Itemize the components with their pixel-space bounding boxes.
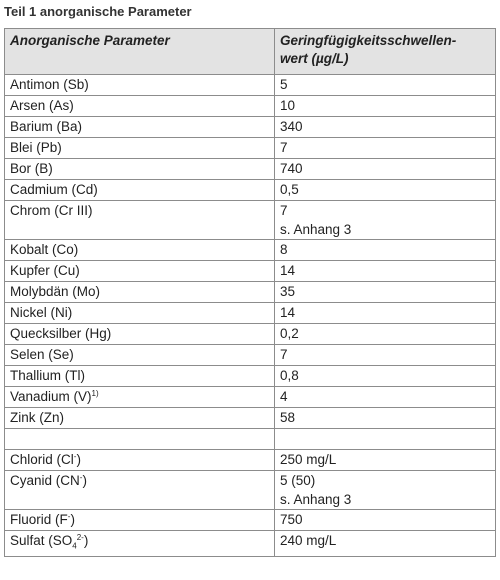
table-row — [5, 429, 496, 450]
threshold-value: 58 — [280, 410, 296, 425]
threshold-value: 0,8 — [280, 368, 299, 383]
parameter-cell — [5, 117, 275, 138]
threshold-cell — [275, 450, 496, 471]
table-caption: Teil 1 anorganische Parameter — [4, 4, 192, 19]
table-row — [5, 138, 496, 159]
table-row — [5, 366, 496, 387]
parameter-cell — [5, 366, 275, 387]
parameter-superscript: - — [73, 452, 77, 461]
table-row — [5, 159, 496, 180]
parameter-cell — [5, 387, 275, 408]
table-row — [5, 180, 496, 201]
threshold-value: 0,2 — [280, 326, 299, 341]
table-row — [5, 75, 496, 96]
parameter-name: Antimon (Sb) — [10, 77, 89, 92]
parameter-name-tail: ) — [70, 512, 75, 527]
parameter-name: Arsen (As) — [10, 98, 74, 113]
threshold-cell — [275, 96, 496, 117]
threshold-value: 250 mg/L — [280, 452, 337, 467]
parameter-name: Cadmium (Cd) — [10, 182, 98, 197]
threshold-cell — [275, 324, 496, 345]
parameter-cell — [5, 201, 275, 240]
threshold-cell — [275, 159, 496, 180]
parameter-name: Molybdän (Mo) — [10, 284, 101, 299]
parameter-name-tail: ) — [82, 473, 87, 488]
table-row — [5, 510, 496, 531]
threshold-value: 240 mg/L — [280, 533, 337, 548]
threshold-value: 340 — [280, 119, 303, 134]
parameter-name: Fluorid (F — [10, 512, 68, 527]
parameter-name: Zink (Zn) — [10, 410, 64, 425]
parameter-name: Thallium (Tl) — [10, 368, 86, 383]
table-row — [5, 324, 496, 345]
threshold-cell — [275, 117, 496, 138]
threshold-cell — [275, 366, 496, 387]
table-row — [5, 261, 496, 282]
parameter-superscript: 1) — [91, 389, 99, 398]
parameter-name: Blei (Pb) — [10, 140, 62, 155]
header-parameter: Anorganische Parameter — [5, 29, 275, 75]
threshold-value: 750 — [280, 512, 303, 527]
parameter-cell — [5, 450, 275, 471]
parameter-cell — [5, 429, 275, 450]
parameter-table — [4, 28, 496, 557]
header-threshold — [275, 29, 496, 75]
parameter-name: Kupfer (Cu) — [10, 263, 80, 278]
threshold-cell — [275, 201, 496, 240]
header-threshold-line1: Geringfügigkeitsschwellen- — [280, 33, 457, 48]
parameter-cell — [5, 96, 275, 117]
threshold-value: 7 — [280, 203, 288, 218]
threshold-cell — [275, 138, 496, 159]
threshold-value: 4 — [280, 389, 288, 404]
threshold-value: 740 — [280, 161, 303, 176]
threshold-cell — [275, 345, 496, 366]
threshold-cell — [275, 180, 496, 201]
parameter-cell — [5, 471, 275, 510]
header-threshold-line2: wert (µg/L) — [280, 51, 349, 66]
threshold-cell — [275, 303, 496, 324]
parameter-name: Chrom (Cr III) — [10, 203, 93, 218]
threshold-value: 7 — [280, 140, 288, 155]
table-row — [5, 303, 496, 324]
threshold-cell — [275, 471, 496, 510]
table-row — [5, 201, 496, 240]
threshold-value: 5 — [280, 77, 288, 92]
parameter-superscript: 2- — [76, 533, 84, 542]
parameter-cell — [5, 75, 275, 96]
threshold-value: 5 (50) — [280, 473, 316, 488]
threshold-cell — [275, 261, 496, 282]
threshold-cell — [275, 510, 496, 531]
parameter-name: Selen (Se) — [10, 347, 74, 362]
table-header-row — [5, 29, 496, 75]
threshold-note: s. Anhang 3 — [280, 222, 352, 237]
table-row — [5, 408, 496, 429]
parameter-name: Chlorid (Cl — [10, 452, 74, 467]
threshold-value: 14 — [280, 263, 296, 278]
threshold-value: 35 — [280, 284, 296, 299]
parameter-superscript: - — [79, 473, 83, 482]
threshold-cell — [275, 408, 496, 429]
parameter-cell — [5, 408, 275, 429]
threshold-value: 8 — [280, 242, 288, 257]
parameter-name: Vanadium (V) — [10, 389, 92, 404]
parameter-cell — [5, 138, 275, 159]
parameter-cell — [5, 159, 275, 180]
parameter-cell — [5, 240, 275, 261]
threshold-value: 7 — [280, 347, 288, 362]
table-row — [5, 117, 496, 138]
parameter-cell — [5, 261, 275, 282]
parameter-superscript: - — [67, 512, 71, 521]
threshold-value: 10 — [280, 98, 296, 113]
parameter-name: Quecksilber (Hg) — [10, 326, 112, 341]
threshold-cell — [275, 429, 496, 450]
table-row — [5, 240, 496, 261]
parameter-name: Nickel (Ni) — [10, 305, 73, 320]
threshold-value: 0,5 — [280, 182, 299, 197]
parameter-cell — [5, 282, 275, 303]
threshold-cell — [275, 240, 496, 261]
table-row — [5, 96, 496, 117]
threshold-value: 14 — [280, 305, 296, 320]
parameter-cell — [5, 531, 275, 557]
threshold-note: s. Anhang 3 — [280, 492, 352, 507]
table-row — [5, 282, 496, 303]
table-row — [5, 531, 496, 557]
threshold-cell — [275, 531, 496, 557]
threshold-cell — [275, 282, 496, 303]
parameter-cell — [5, 180, 275, 201]
table-row — [5, 345, 496, 366]
table-row — [5, 387, 496, 408]
parameter-cell — [5, 345, 275, 366]
threshold-cell — [275, 387, 496, 408]
table-row — [5, 471, 496, 510]
parameter-name: Kobalt (Co) — [10, 242, 79, 257]
parameter-cell — [5, 324, 275, 345]
parameter-name: Bor (B) — [10, 161, 53, 176]
parameter-cell — [5, 510, 275, 531]
table-body — [5, 75, 496, 557]
parameter-name: Barium (Ba) — [10, 119, 83, 134]
parameter-name: Sulfat (SO — [10, 533, 73, 548]
parameter-name: Cyanid (CN — [10, 473, 80, 488]
parameter-name-tail: ) — [83, 533, 89, 548]
table-row — [5, 450, 496, 471]
threshold-cell — [275, 75, 496, 96]
parameter-subscript: 4 — [72, 541, 77, 551]
parameter-name-tail: ) — [76, 452, 81, 467]
parameter-cell — [5, 303, 275, 324]
